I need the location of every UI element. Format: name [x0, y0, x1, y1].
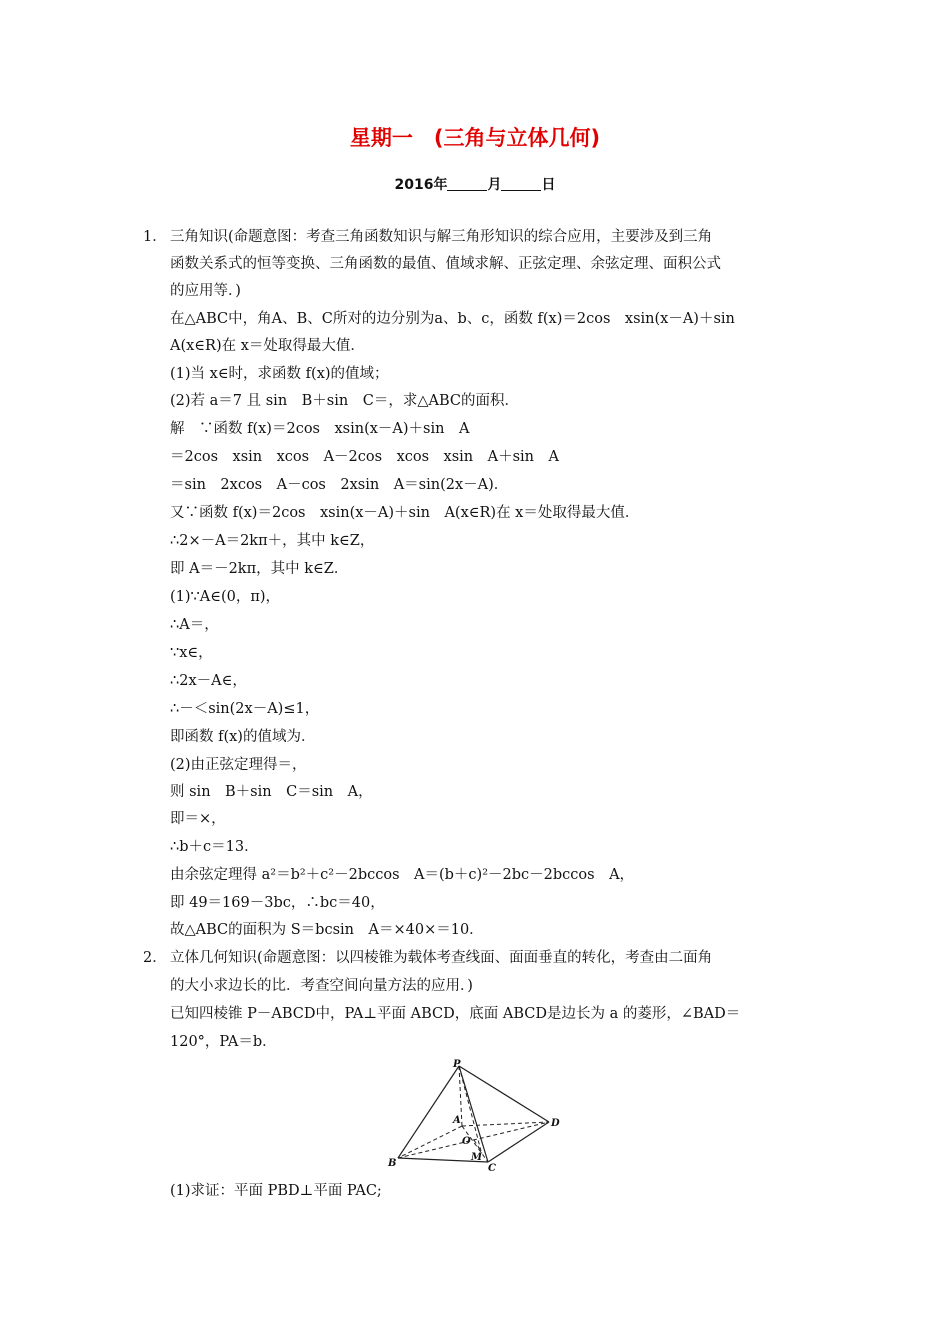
- problem2-number: 2．: [143, 950, 167, 966]
- edge-AB: [398, 1126, 462, 1158]
- month-blank: [447, 176, 487, 191]
- problem1-line: 即＝×，: [170, 811, 226, 827]
- problem1-line: (2)由正弦定理得＝，: [170, 757, 307, 773]
- problem1-number: 1．: [143, 229, 167, 245]
- problem1-line: 的应用等．): [170, 283, 241, 299]
- page-title: 星期一 (三角与立体几何): [349, 126, 601, 150]
- edge-PC: [459, 1066, 488, 1162]
- problem1-line: ∴A＝，: [170, 617, 219, 633]
- problem1-line: ∴b＋c＝13．: [170, 839, 259, 855]
- date-day: 日: [541, 177, 556, 193]
- label-A: A: [453, 1115, 461, 1126]
- problem1-line: 即 A＝－2kπ，其中 k∈Z．: [170, 561, 349, 577]
- problem1-line: (1)∵A∈(0，π)，: [170, 589, 281, 605]
- problem1-line: ∴2×－A＝2kπ＋，其中 k∈Z，: [170, 533, 375, 549]
- edge-PB: [398, 1066, 459, 1158]
- problem1-line: 解 ∵函数 f(x)＝2cos xsin(x－A)＋sin A: [170, 421, 470, 437]
- problem2-line: 的大小求边长的比．考查空间向量方法的应用．): [170, 978, 473, 994]
- problem2-line: 已知四棱锥 P－ABCD中，PA⊥平面 ABCD，底面 ABCD是边长为 a 的菱形，∠BAD＝: [170, 1006, 741, 1022]
- segment-OM: [474, 1140, 481, 1151]
- label-D: D: [551, 1118, 560, 1129]
- edge-PD: [459, 1066, 549, 1122]
- problem1-line: 函数关系式的恒等变换、三角函数的最值、值域求解、正弦定理、余弦定理、面积公式: [170, 256, 721, 272]
- problem1-line: 即 49＝169－3bc，∴bc＝40，: [170, 895, 385, 911]
- label-P: P: [453, 1059, 461, 1070]
- label-O: O: [462, 1136, 471, 1147]
- edge-CD: [488, 1122, 549, 1162]
- problem1-line: ＝sin 2xcos A－cos 2xsin A＝sin(2x－A)．: [170, 477, 509, 493]
- label-M: M: [471, 1152, 483, 1163]
- pyramid-figure: [384, 1058, 570, 1176]
- label-C: C: [488, 1163, 496, 1174]
- label-B: B: [388, 1158, 397, 1169]
- problem1-line: 在△ABC中，角A、B、C所对的边分别为a、b、c，函数 f(x)＝2cos xsin(x－A)＋sin: [170, 311, 735, 327]
- day-blank: [501, 176, 541, 191]
- date-line: [0, 174, 950, 194]
- problem1-line: (2)若 a＝7 且 sin B＋sin C＝，求△ABC的面积．: [170, 393, 519, 409]
- problem1-line: 即函数 f(x)的值域为．: [170, 729, 316, 745]
- problem1-line: ∴2x－A∈，: [170, 673, 247, 689]
- problem2-subquestion-1: (1)求证：平面 PBD⊥平面 PAC;: [170, 1183, 382, 1199]
- date-year: 2016年: [394, 177, 448, 193]
- problem1-line: 三角知识(命题意图：考查三角函数知识与解三角形知识的综合应用，主要涉及到三角: [170, 229, 713, 245]
- date-month: 月: [487, 177, 502, 193]
- problem1-line: 又∵函数 f(x)＝2cos xsin(x－A)＋sin A(x∈R)在 x＝处取得最大值．: [170, 505, 640, 521]
- problem2-line: 120°，PA＝b．: [170, 1034, 277, 1050]
- problem1-line: ∴－＜sin(2x－A)≤1，: [170, 701, 320, 717]
- problem1-line: 则 sin B＋sin C＝sin A，: [170, 784, 373, 800]
- problem1-line: A(x∈R)在 x＝处取得最大值．: [170, 338, 365, 354]
- problem1-line: (1)当 x∈时，求函数 f(x)的值域；: [170, 366, 389, 382]
- problem1-line: 故△ABC的面积为 S＝bcsin A＝×40×＝10．: [170, 922, 484, 938]
- problem1-line: ＝2cos xsin xcos A－2cos xcos xsin A＋sin A: [170, 449, 559, 465]
- problem1-line: 由余弦定理得 a²＝b²＋c²－2bccos A＝(b＋c)²－2bc－2bccos A，: [170, 867, 635, 883]
- problem1-line: ∵x∈，: [170, 645, 213, 661]
- problem2-line: 立体几何知识(命题意图：以四棱锥为载体考查线面、面面垂直的转化，考查由二面角: [170, 950, 713, 966]
